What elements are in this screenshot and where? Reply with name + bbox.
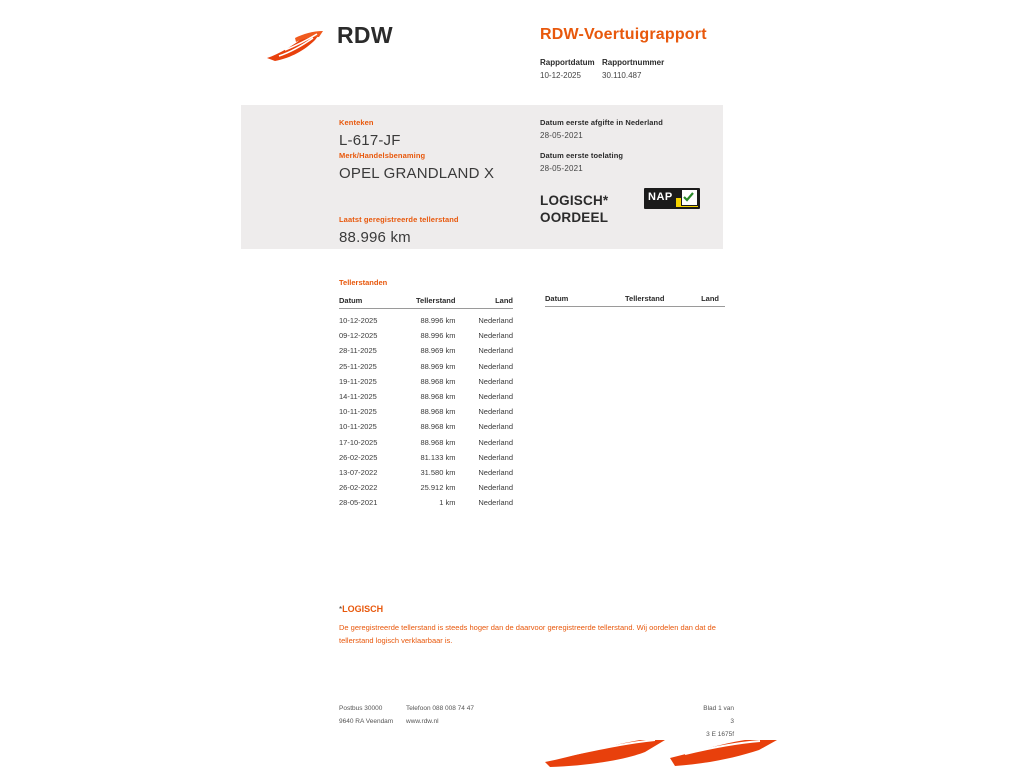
cell-datum: 19-11-2025: [339, 376, 377, 386]
footnote-section: [339, 604, 739, 647]
kenteken-value: L-617-JF: [339, 132, 401, 149]
cell-tellerstand: 88.968 km: [420, 437, 456, 447]
cell-tellerstand: 88.969 km: [420, 346, 456, 356]
rdw-logo-icon: [265, 28, 329, 64]
tellerstand-field: [339, 215, 459, 246]
table-row: [339, 465, 513, 480]
cell-datum: 26-02-2022: [339, 483, 378, 493]
rapportdatum-label: Rapportdatum: [540, 58, 595, 67]
cell-datum: 25-11-2025: [339, 361, 377, 371]
table-row: [339, 480, 513, 495]
tellerstand-value: 88.996 km: [339, 229, 411, 246]
cell-land: Nederland: [478, 361, 513, 371]
cell-datum: 17-10-2025: [339, 437, 378, 447]
cell-land: Nederland: [478, 498, 513, 508]
cell-tellerstand: 88.996 km: [420, 316, 456, 325]
col2-header-tellerstand: Tellerstand: [625, 294, 665, 303]
eerste-afgifte-field: [540, 118, 663, 140]
table-row: [339, 404, 513, 419]
rapportdatum-field: [540, 58, 595, 80]
cell-land: Nederland: [478, 391, 513, 401]
rapportnummer-field: [602, 58, 664, 80]
nap-badge: [644, 188, 700, 209]
cell-tellerstand: 88.968 km: [420, 391, 456, 401]
footer-contact: [406, 702, 474, 728]
cell-tellerstand: 25.912 km: [420, 483, 456, 493]
tellerstand-label: Laatst geregistreerde tellerstand: [339, 215, 459, 224]
cell-tellerstand: 88.969 km: [420, 361, 456, 371]
rdw-logo-text: RDW: [337, 22, 393, 48]
cell-datum: 28-05-2021: [339, 498, 378, 508]
verdict-line-2: OORDEEL: [540, 210, 609, 225]
rapportnummer-value: 30.110.487: [602, 71, 642, 80]
readings-header-row: [339, 296, 513, 309]
col-header-tellerstand: Tellerstand: [397, 296, 465, 309]
footnote-star: *: [339, 605, 343, 614]
eerste-afgifte-label: Datum eerste afgifte in Nederland: [540, 118, 663, 127]
footnote-title: [339, 604, 739, 614]
table-row: [339, 389, 513, 404]
cell-land: Nederland: [478, 346, 513, 356]
table-row: [339, 450, 513, 465]
table-row: [339, 434, 513, 449]
readings-body: [339, 309, 513, 511]
check-icon: [681, 189, 698, 206]
cell-land: Nederland: [478, 331, 513, 341]
cell-land: Nederland: [478, 376, 513, 386]
cell-land: Nederland: [478, 483, 513, 493]
table-row: [339, 309, 513, 329]
readings-second-column: [545, 278, 725, 307]
cell-land: Nederland: [478, 452, 513, 462]
cell-land: Nederland: [478, 422, 513, 432]
cell-land: Nederland: [478, 467, 513, 477]
vehicle-summary-panel: [241, 105, 723, 249]
cell-datum: 26-02-2025: [339, 452, 378, 462]
footer-telefoon: Telefoon 088 008 74 47: [406, 705, 474, 712]
cell-tellerstand: 88.968 km: [420, 407, 456, 417]
rapportnummer-label: Rapportnummer: [602, 58, 665, 67]
merk-value: OPEL GRANDLAND X: [339, 165, 495, 182]
col-header-datum: Datum: [339, 296, 397, 309]
cell-tellerstand: 88.996 km: [420, 331, 456, 341]
footer-right: [698, 702, 734, 741]
cell-datum: 10-11-2025: [339, 407, 377, 417]
cell-tellerstand: 1 km: [439, 498, 456, 508]
footer-website[interactable]: www.rdw.nl: [406, 718, 439, 725]
table-row: [339, 419, 513, 434]
kenteken-field: [339, 118, 401, 149]
eerste-toelating-label: Datum eerste toelating: [540, 151, 624, 160]
readings-section: [339, 278, 739, 510]
cell-land: Nederland: [478, 407, 513, 417]
footer-postbus: Postbus 30000: [339, 705, 383, 712]
footer-address: [339, 702, 393, 728]
cell-land: Nederland: [478, 316, 513, 325]
merk-label: Merk/Handelsbenaming: [339, 151, 426, 160]
readings-table: [339, 296, 513, 510]
nap-badge-text: NAP: [648, 191, 673, 203]
rapportdatum-value: 10-12-2025: [540, 71, 581, 80]
footer-plaats: 9640 RA Veendam: [339, 718, 394, 725]
bottom-decoration-icon: [545, 738, 795, 768]
table-row: [339, 343, 513, 358]
col2-header-land: Land: [701, 294, 719, 303]
table-row: [339, 374, 513, 389]
table-row: [339, 328, 513, 343]
verdict-line-1: LOGISCH*: [540, 193, 609, 208]
footer-code: 3 E 1675f: [706, 731, 734, 738]
cell-land: Nederland: [478, 437, 513, 447]
cell-tellerstand: 88.968 km: [420, 422, 456, 432]
cell-datum: 14-11-2025: [339, 391, 377, 401]
report-title: RDW-Voertuigrapport: [540, 26, 707, 43]
cell-tellerstand: 81.133 km: [420, 452, 456, 462]
cell-datum: 28-11-2025: [339, 346, 377, 356]
readings-title: Tellerstanden: [339, 278, 388, 287]
cell-tellerstand: 31.580 km: [420, 467, 456, 477]
col-header-land: Land: [465, 296, 513, 309]
footnote-title-text: LOGISCH: [342, 604, 384, 614]
rdw-logo-block: [265, 22, 505, 72]
cell-datum: 13-07-2022: [339, 467, 378, 477]
cell-datum: 10-12-2025: [339, 316, 378, 325]
eerste-toelating-value: 28-05-2021: [540, 164, 583, 173]
footnote-body: De geregistreerde tellerstand is steeds hoger dan de daarvoor geregistreerde tellerstand. Wij oordelen dan dat de tellerstand logisch verklaarbaar is.: [339, 623, 716, 645]
merk-field: [339, 151, 494, 182]
cell-tellerstand: 88.968 km: [420, 376, 456, 386]
cell-datum: 09-12-2025: [339, 331, 378, 341]
eerste-afgifte-value: 28-05-2021: [540, 131, 583, 140]
table-row: [339, 358, 513, 373]
footer-page-number: Blad 1 van 3: [703, 705, 734, 725]
eerste-toelating-field: [540, 151, 623, 173]
readings-second-header-row: [545, 294, 725, 307]
kenteken-label: Kenteken: [339, 118, 374, 127]
table-row: [339, 495, 513, 510]
col2-header-datum: Datum: [545, 294, 569, 303]
cell-datum: 10-11-2025: [339, 422, 377, 432]
verdict-block: [540, 192, 608, 226]
